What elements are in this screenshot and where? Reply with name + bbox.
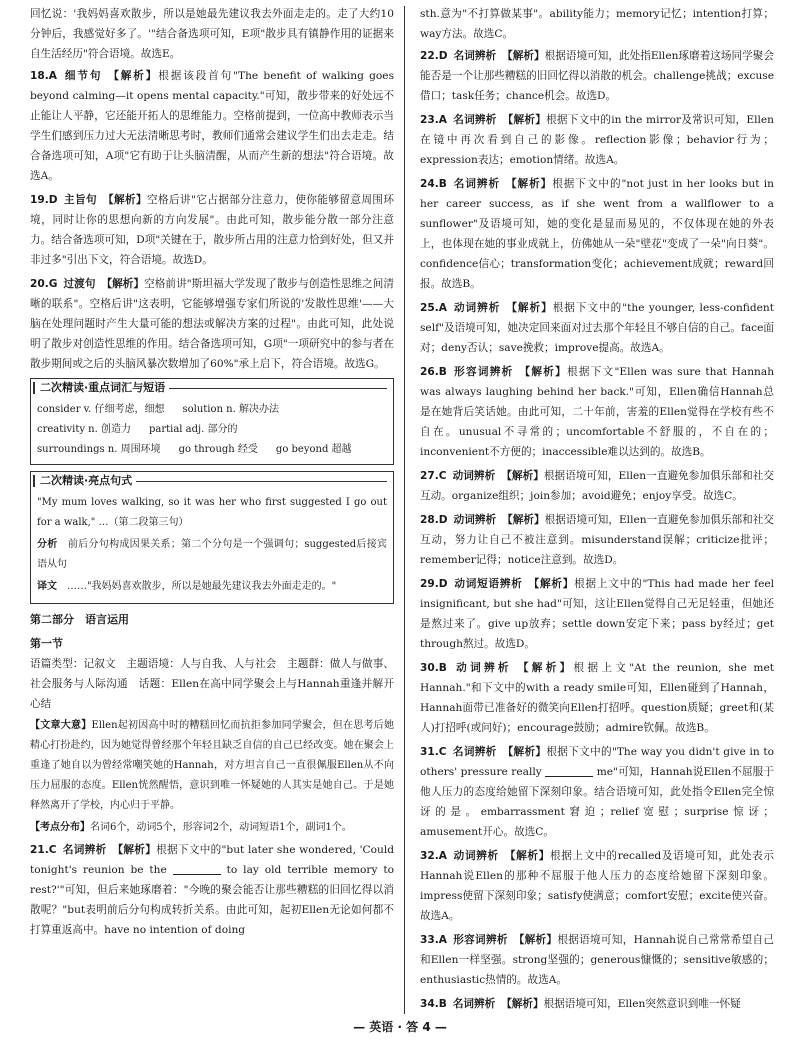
- intro-continued: sth.意为"不打算做某事"。ability能力；memory记忆；intention打算；way方法。故选C。: [420, 8, 774, 40]
- question-type: 形容词辨析: [452, 366, 514, 378]
- question-type: 形容词辨析: [452, 934, 508, 946]
- vocab-box-title: [31, 378, 387, 398]
- vocab-entry: creativity n. 创造力: [37, 424, 131, 435]
- question-type: 动词短语辨析: [453, 578, 523, 590]
- answer-number: 33.A: [420, 934, 447, 946]
- analysis-tag: 【解析】: [502, 514, 545, 526]
- answer-20: [30, 274, 394, 374]
- vocab-row: [37, 400, 387, 420]
- analysis-tag: 【解析】: [506, 302, 553, 314]
- question-type: 动词辨析: [452, 850, 499, 862]
- distribution-label: 【考点分布】: [30, 822, 90, 833]
- answer-34: [420, 994, 774, 1014]
- vocab-entry: partial adj. 部分的: [148, 424, 238, 435]
- answer-18: [30, 66, 394, 186]
- analysis-text-cont: to lay old terrible memory to rest?'"可知，但后来她琢磨着："今晚的聚会能否让那些糟糕的旧回忆得以消散呢？"but表明前后分句构成转折关系。由此可知，起初Ellen无论如何都不打算重返高中。have no intention of doing: [30, 864, 394, 936]
- answer-number: 29.D: [420, 578, 448, 590]
- vocab-entry: consider v. 仔细考虑，细想: [37, 404, 165, 415]
- analysis-text: 根据下文中的"not just in her looks but in her career success, as if she went from a wallflower to a sunflower"及语境可知，她的变化是显而易见的，不仅体现在她的外表上，也体现在她的事业成就上，仿佛她从一朵"壁花"变成了一朵"向日葵"。confidence信心；transformation变化；achievement成就；reward回报。故选B。: [420, 178, 775, 290]
- answer-number: 26.B: [420, 366, 447, 378]
- title-bracket-icon: [33, 475, 38, 487]
- analysis-tag: 【解析】: [501, 470, 544, 482]
- analysis-text: 根据语境可知，Ellen突然意识到唯一怀疑: [543, 998, 741, 1010]
- analysis-tag: 【解析】: [101, 278, 145, 290]
- answer-number: 19.D: [30, 194, 58, 206]
- answer-blank: [545, 764, 593, 777]
- question-type: 动词辨析: [452, 662, 512, 674]
- analysis-text: 根据语境可知，Hannah说自己常常希望自己和Ellen一样坚强。strong坚强的；generous慷慨的；sensitive敏感的；enthusiastic热情的。故选A。: [420, 934, 775, 986]
- analysis-text: 根据下文中的in the mirror及常识可知，Ellen在镜中再次看到自己的影像。reflection影像；behavior行为；expression表达；emotion情绪。故选A。: [420, 114, 775, 166]
- question-type: 名词辨析: [452, 114, 497, 126]
- column-divider: [404, 6, 405, 1014]
- answer-22: [420, 46, 774, 106]
- answer-31: [420, 742, 774, 842]
- translation-label: 译文: [37, 581, 57, 592]
- sentence-analysis: [37, 535, 387, 575]
- answer-32: [420, 846, 774, 926]
- summary-text: Ellen起初因高中时的糟糕回忆而抗拒参加同学聚会，但在思考后她精心打扮赴约，因为她觉得曾经那个年轻且缺乏自信的自己已经改变。她在聚会上重逢了她自以为曾经常嘲笑她的Hannah，对方坦言自己一直很佩服Ellen从不向压力屈服的态度。Ellen恍然醒悟，意识到唯一怀疑她的人其实是她自己。于是她释然离开了学校，内心归于平静。: [30, 720, 395, 811]
- vocab-entry: go beyond 超越: [275, 444, 352, 455]
- analysis-tag: 【解析】: [502, 114, 547, 126]
- analysis-tag: 【解析】: [504, 850, 550, 862]
- answer-33: [420, 930, 774, 990]
- vocab-box-title-text: 二次精读·重点词汇与短语: [40, 381, 166, 394]
- answer-number: 20.G: [30, 278, 58, 290]
- answer-number: 32.A: [420, 850, 447, 862]
- question-type: 名词辨析: [452, 998, 496, 1010]
- answer-number: 30.B: [420, 662, 447, 674]
- left-column: [30, 4, 394, 944]
- translation-content: ……"我妈妈喜欢散步，所以是她最先建议我去外面走走的。": [67, 581, 337, 592]
- analysis-text: 根据下文中的"the younger, less-confident self"及语境可知，她决定回来面对过去那个年轻且不够自信的自己。face面对；deny否认；save挽救；improve提高。故选A。: [420, 302, 774, 354]
- answer-number: 27.C: [420, 470, 447, 482]
- answer-28: [420, 510, 774, 570]
- vocab-row: [37, 440, 387, 460]
- analysis-tag: 【解析】: [112, 844, 157, 856]
- answer-23: [420, 110, 774, 170]
- analysis-tag: 【解析】: [103, 194, 148, 206]
- question-type: 名词辨析: [62, 844, 107, 856]
- vocab-entry: go through 经受: [178, 444, 258, 455]
- answer-21: [30, 840, 394, 940]
- article-summary: [30, 716, 394, 816]
- distribution-text: 名词6个，动词5个，形容词2个，动词短语1个，副词1个。: [90, 822, 352, 833]
- sentence-box-title: [31, 471, 387, 491]
- answer-number: 28.D: [420, 514, 448, 526]
- analysis-text: 根据语境可知，Ellen一直避免参加俱乐部和社交互动，努力让自己不被注意到。misunderstand误解；criticize批评；remember记得；notice注意到。故选D。: [420, 514, 775, 566]
- vocab-entry: surroundings n. 周围环境: [37, 444, 161, 455]
- answer-25: [420, 298, 774, 358]
- analysis-text: 根据该段首句"The benefit of walking goes beyond calming—it opens mental capacity."可知，散步带来的好处远不止能让人平静，它还能开拓人的思维能力。空格前提到，一位高中教师表示当学生们感到压力过大无法清晰思考时，教师们通常会建议学生们出去走走。结合备选项可知，A项"它有助于让头脑清醒，从而产生新的想法"符合语境。故选A。: [30, 70, 395, 182]
- question-type: 细节句: [62, 70, 103, 82]
- part-two-title: 第二部分 语言运用: [30, 613, 129, 626]
- summary-label: 【文章大意】: [30, 720, 92, 731]
- answer-26: [420, 362, 774, 462]
- answer-29: [420, 574, 774, 654]
- analysis-text: 根据语境可知，此处指Ellen琢磨着这场同学聚会能否是一个让那些糟糕的旧回忆得以消散的机会。challenge挑战；excuse借口；task任务；chance机会。故选D。: [420, 50, 775, 102]
- answer-24: [420, 174, 774, 294]
- title-bracket-icon: [33, 382, 38, 394]
- title-rule: [169, 388, 387, 389]
- question-type: 名词辨析: [452, 746, 497, 758]
- answer-number: 18.A: [30, 70, 57, 82]
- analysis-text: 根据下文中的"but later she wondered, 'Could tonight's reunion be the: [30, 844, 395, 876]
- title-rule: [136, 481, 387, 482]
- answer-19: [30, 190, 394, 270]
- answer-number: 23.A: [420, 114, 447, 126]
- analysis-text: 空格前讲"斯坦福大学发现了散步与创造性思维之间清晰的联系"。空格后讲"这表明，它能够增强专家们所说的'发散性思维'——大脑在处理问题时产生大量可能的想法或解决方案的过程"。由此可知，此处说明了散步对创造性思维的作用。结合备选项可知，G项"一项研究中的参与者在散步期间或之后的头脑风暴次数增加了60%"承上启下，符合语境。故选G。: [30, 278, 395, 370]
- analysis-text: 根据上文"At the reunion, she met Hannah."和下文中的with a ready smile可知，Ellen碰到了Hannah，Hannah面带已准备好的微笑向Ellen打招呼。question质疑；greet和(某人)打招呼(或问好)；encourage鼓励；admire钦佩。故选B。: [420, 662, 774, 734]
- sentence-box: [30, 471, 394, 604]
- analysis-tag: 【解析】: [501, 998, 544, 1010]
- analysis-label: 分析: [37, 539, 58, 550]
- question-type: 动词辨析: [453, 514, 497, 526]
- answer-number: 31.C: [420, 746, 447, 758]
- vocab-row: [37, 420, 387, 440]
- analysis-tag: 【解析】: [519, 366, 568, 378]
- page-footer: — 英语 · 答 4 —: [353, 1020, 447, 1034]
- question-type: 主旨句: [63, 194, 97, 206]
- analysis-text-cont: me"可知，Hannah说Ellen不屈服于他人压力的态度给她留下深刻印象。结合语境可知，此处指令Ellen完全惊讶的是。embarrassment窘迫；relief宽慰；surprise惊讶；amusement开心。故选C。: [420, 766, 775, 838]
- analysis-tag: 【解析】: [513, 934, 558, 946]
- analysis-tag: 【解析】: [506, 178, 553, 190]
- section-one-title: 第一节: [30, 637, 63, 650]
- analysis-text: 根据下文"Ellen was sure that Hannah was always laughing behind her back."可知，Ellen确信Hannah总是在她背后笑话她。由此可知，二十年前，害羞的Ellen觉得在学校有些不自在。unusual不寻常的；uncomfortable不舒服的，不自在的；inconvenient不方便的；inaccessible难以达到的。故选B。: [420, 366, 775, 458]
- highlight-sentence: "My mum loves walking, so it was her who first suggested I go out for a walk," …（第二段第三句）: [37, 497, 387, 528]
- analysis-tag: 【解析】: [502, 50, 545, 62]
- question-type: 动词辨析: [452, 302, 501, 314]
- analysis-text: 空格后讲"它占据部分注意力，使你能够留意周围环境，同时让你的思想向新的方向发展"。由此可知，散步能分散一部分注意力。结合备选项可知，D项"关键在于，散步所占用的注意力恰到好处，但又并非过多"引出下文，符合语境。故选D。: [30, 194, 395, 266]
- analysis-content: 前后分句构成因果关系；第二个分句是一个强调句；suggested后接宾语从句: [37, 539, 388, 570]
- sentence-box-title-text: 二次精读·亮点句式: [40, 474, 133, 487]
- analysis-text: 根据上文中的recalled及语境可知，此处表示Hannah说Ellen的那种不屈服于他人压力的态度给她留下深刻印象。impress使留下深刻印象；satisfy使满意；comfort安慰；excite使兴奋。故选A。: [420, 850, 775, 922]
- analysis-tag: 【解析】: [502, 746, 547, 758]
- answer-number: 34.B: [420, 998, 447, 1010]
- answer-number: 21.C: [30, 844, 57, 856]
- vocab-box: [30, 378, 394, 465]
- answer-number: 22.D: [420, 50, 448, 62]
- answer-blank: [173, 862, 221, 875]
- intro-paragraph: 回忆说：'我妈妈喜欢散步，所以是她最先建议我去外面走走的。走了大约10分钟后，我感觉好多了。'"结合备选项可知，E项"散步具有镇静作用的证据来自生活经历"符合语境。故选E。: [30, 8, 394, 60]
- analysis-text: 根据上文中的"This had made her feel insignificant, but she had"可知，这让Ellen觉得自己无足轻重，但她还是熬过来了。give up放弃；settle down安定下来；pass by经过；get through熬过。故选D。: [420, 578, 774, 650]
- analysis-tag: 【解析】: [528, 578, 575, 590]
- answer-number: 24.B: [420, 178, 447, 190]
- vocab-entry: solution n. 解决办法: [182, 404, 279, 415]
- analysis-tag: 【解析】: [108, 70, 159, 82]
- answer-number: 25.A: [420, 302, 447, 314]
- sentence-translation: [37, 577, 387, 597]
- test-point-distribution: [30, 818, 394, 838]
- analysis-text: 根据下文中的"The way you didn't give in to others' pressure really: [420, 746, 774, 778]
- question-type: 动词辨析: [452, 470, 496, 482]
- answer-30: [420, 658, 774, 738]
- question-type: 名词辨析: [452, 178, 500, 190]
- analysis-text: 根据语境可知，Ellen一直避免参加俱乐部和社交互动。organize组织；join参加；avoid避免；enjoy享受。故选C。: [420, 470, 775, 502]
- analysis-tag: 【解析】: [517, 662, 574, 674]
- question-type: 过渡句: [63, 278, 96, 290]
- context-info: 语篇类型：记叙文 主题语境：人与自我、人与社会 主题群：做人与做事、社会服务与人际沟通 话题：Ellen在高中同学聚会上与Hannah重逢并解开心结: [30, 658, 394, 710]
- answer-27: [420, 466, 774, 506]
- right-column: [420, 4, 774, 1018]
- question-type: 名词辨析: [453, 50, 497, 62]
